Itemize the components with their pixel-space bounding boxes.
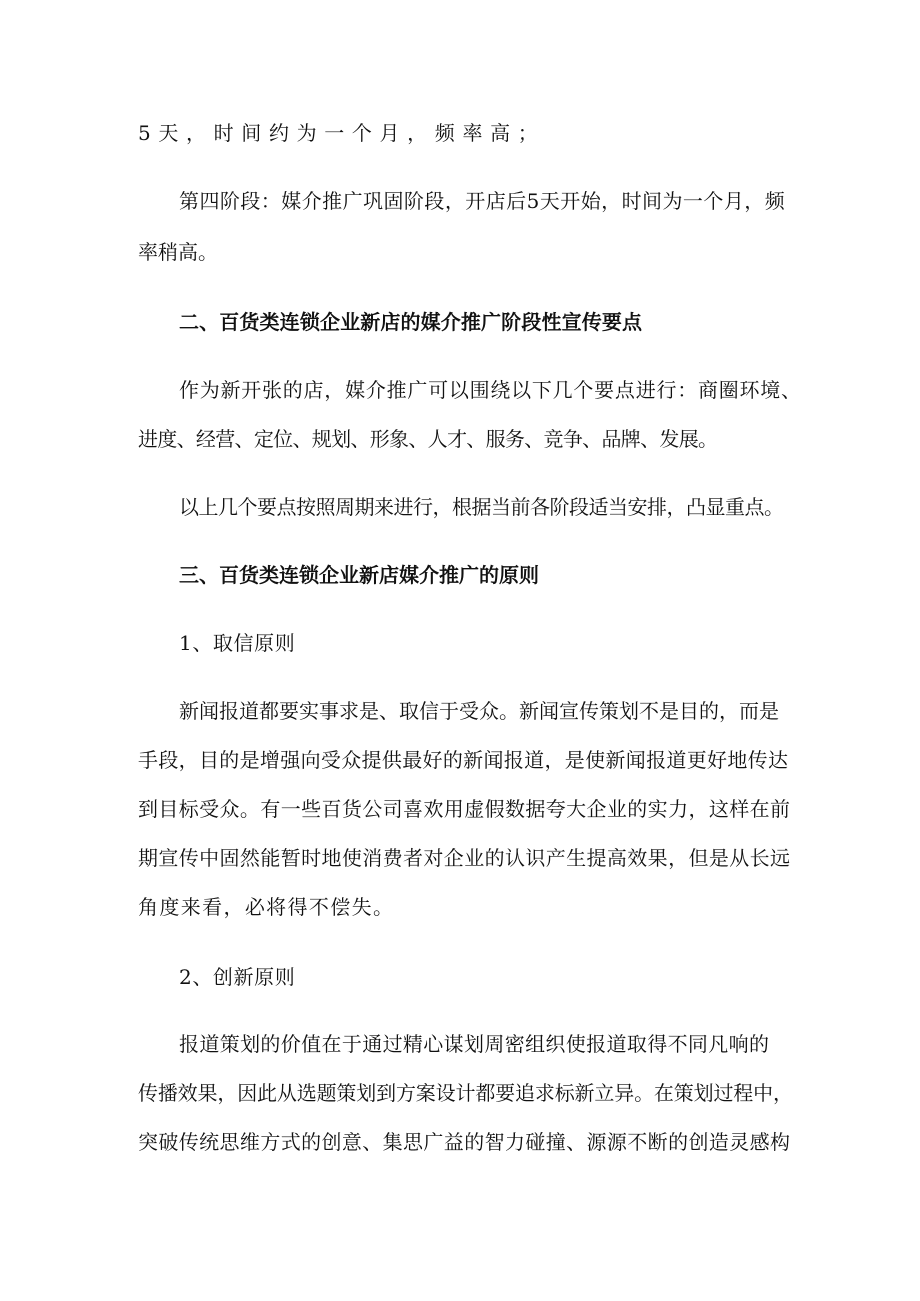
body-line: 第四阶段：媒介推广巩固阶段，开店后5天开始，时间为一个月，频 <box>179 189 786 213</box>
body-line: 手段，目的是增强向受众提供最好的新闻报道，是使新闻报道更好地传达 <box>138 748 789 772</box>
section-heading: 三、百货类连锁企业新店媒介推广的原则 <box>179 563 539 587</box>
body-line: 率稍高。 <box>138 240 218 264</box>
body-line: 作为新开张的店，媒介推广可以围绕以下几个要点进行：商圈环境、 <box>179 378 802 402</box>
body-line: 到目标受众。有一些百货公司喜欢用虚假数据夸大企业的实力，这样在前 <box>138 797 791 821</box>
body-line: 5天，时间约为一个月，频率高； <box>138 121 546 145</box>
body-line: 突破传统思维方式的创意、集思广益的智力碰撞、源源不断的创造灵感构 <box>138 1130 791 1154</box>
body-line: 角度来看，必将得不偿失。 <box>138 895 395 919</box>
body-line: 传播效果，因此从选题策划到方案设计都要追求标新立异。在策划过程中， <box>138 1081 793 1105</box>
body-line: 报道策划的价值在于通过精心谋划周密组织使报道取得不同凡响的 <box>179 1032 770 1056</box>
body-line: 新闻报道都要实事求是、取信于受众。新闻宣传策划不是目的，而是 <box>179 699 779 723</box>
body-line: 期宣传中固然能暂时地使消费者对企业的认识产生提高效果，但是从长远 <box>138 846 791 870</box>
body-line: 进度、经营、定位、规划、形象、人才、服务、竞争、品牌、发展。 <box>138 427 718 451</box>
body-line: 以上几个要点按照周期来进行，根据当前各阶段适当安排，凸显重点。 <box>179 495 784 519</box>
subsection-heading: 1、取信原则 <box>179 631 296 655</box>
subsection-heading: 2、创新原则 <box>179 965 296 989</box>
section-heading: 二、百货类连锁企业新店的媒介推广阶段性宣传要点 <box>179 310 643 334</box>
